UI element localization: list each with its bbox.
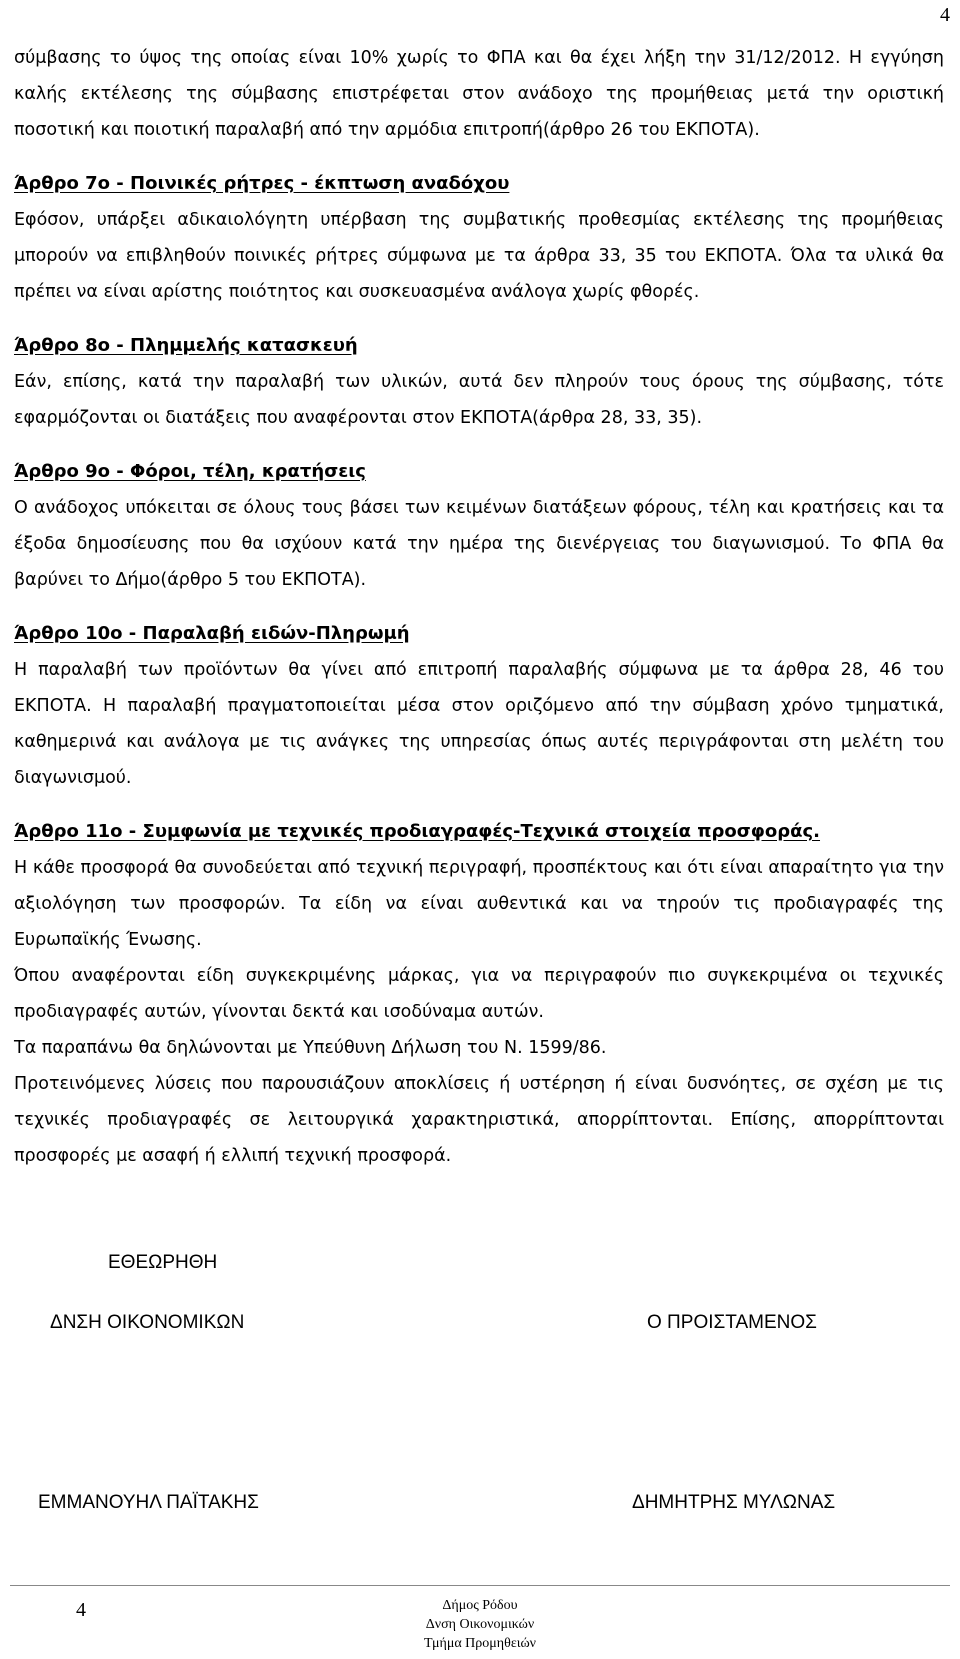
article-heading: Άρθρο 10ο - Παραλαβή ειδών-Πληρωμή — [14, 623, 410, 644]
article-paragraph: Εφόσον, υπάρξει αδικαιολόγητη υπέρβαση της συμβατικής προθεσμίας εκτέλεσης της προμήθειας μπορούν να επιβληθούν ποινικές ρήτρες σύμφωνα με τα άρθρα 33, 35 του ΕΚΠΟΤΑ. Όλα τα υλικά θα πρέπει να είναι αρίστης ποιότητος και συσκευασμένα ανάλογα χωρίς φθορές. — [14, 210, 944, 302]
article-9 — [14, 454, 944, 598]
page-number-top: 4 — [940, 4, 950, 26]
footer-page-number: 4 — [76, 1599, 86, 1621]
article-heading: Άρθρο 11ο - Συμφωνία με τεχνικές προδιαγραφές-Τεχνικά στοιχεία προσφοράς. — [14, 821, 821, 842]
footer-line-2: Δνση Οικονομικών — [425, 1617, 535, 1632]
right-signatory-title: Ο ΠΡΟΙΣΤΑΜΕΝΟΣ — [647, 1312, 817, 1333]
article-paragraph: Προτεινόμενες λύσεις που παρουσιάζουν αποκλίσεις ή υστέρηση ή είναι δυσνόητες, σε σχέση με τις τεχνικές προδιαγραφές σε λειτουργικά χαρακτηριστικά, απορρίπτονται. Επίσης, απορρίπτονται προσφορές με ασαφή ή ελλιπή τεχνική προσφορά. — [14, 1074, 944, 1166]
article-paragraph: Όπου αναφέρονται είδη συγκεκριμένης μάρκας, για να περιγραφούν πιο συγκεκριμένα οι τεχνικές προδιαγραφές αυτών, γίνονται δεκτά και ισοδύναμα αυτών. — [14, 966, 944, 1022]
article-8 — [14, 328, 944, 436]
footer-line-1: Δήμος Ρόδου — [442, 1598, 518, 1613]
article-10 — [14, 616, 944, 796]
article-paragraph: Τα παραπάνω θα δηλώνονται με Υπεύθυνη Δήλωση του Ν. 1599/86. — [14, 1038, 607, 1058]
article-paragraph: Η κάθε προσφορά θα συνοδεύεται από τεχνική περιγραφή, προσπέκτους και ότι είναι απαραίτητο για την αξιολόγηση των προσφορών. Τα είδη να είναι αυθεντικά και να τηρούν τις προδιαγραφές της Ευρωπαϊκής Ένωσης. — [14, 858, 944, 950]
article-7 — [14, 166, 944, 310]
article-paragraph: Ο ανάδοχος υπόκειται σε όλους τους βάσει των κειμένων διατάξεων φόρους, τέλη και κρατήσεις και τα έξοδα δημοσίευσης που θα ισχύουν κατά την ημέρα της διενέργειας του διαγωνισμού. Το ΦΠΑ θα βαρύνει το Δήμο(άρθρο 5 του ΕΚΠΟΤΑ). — [14, 498, 944, 590]
footer-organization — [340, 1596, 620, 1653]
article-heading: Άρθρο 9ο - Φόροι, τέλη, κρατήσεις — [14, 461, 366, 482]
footer-line-3: Τμήμα Προμηθειών — [423, 1636, 537, 1651]
right-signatory-name: ΔΗΜΗΤΡΗΣ ΜΥΛΩΝΑΣ — [632, 1492, 836, 1513]
left-signatory-name: ΕΜΜΑΝΟΥΗΛ ΠΑΪΤΑΚΗΣ — [38, 1492, 259, 1513]
article-paragraph: Η παραλαβή των προϊόντων θα γίνει από επιτροπή παραλαβής σύμφωνα με τα άρθρα 28, 46 του ΕΚΠΟΤΑ. Η παραλαβή πραγματοποιείται μέσα στον οριζόμενο από την σύμβαση χρόνο τμηματικά, καθημερινά και ανάλογα με τις ανάγκες της υπηρεσίας όπως αυτές περιγράφονται στη μελέτη του διαγωνισμού. — [14, 660, 944, 788]
document-body — [14, 40, 944, 1174]
article-11 — [14, 814, 944, 1174]
article-heading: Άρθρο 7ο - Ποινικές ρήτρες - έκπτωση αναδόχου — [14, 173, 510, 194]
intro-paragraph: σύμβασης το ύψος της οποίας είναι 10% χωρίς το ΦΠΑ και θα έχει λήξη την 31/12/2012. Η εγγύηση καλής εκτέλεσης της σύμβασης επιστρέφεται στον ανάδοχο της προμήθειας μετά την οριστική ποσοτική και ποιοτική παραλαβή από την αρμόδια επιτροπή(άρθρο 26 του ΕΚΠΟΤΑ). — [14, 48, 944, 140]
article-paragraph: Εάν, επίσης, κατά την παραλαβή των υλικών, αυτά δεν πληρούν τους όρους της σύμβασης, τότε εφαρμόζονται οι διατάξεις που αναφέρονται στον ΕΚΠΟΤΑ(άρθρα 28, 33, 35). — [14, 372, 944, 428]
article-heading: Άρθρο 8ο - Πλημμελής κατασκευή — [14, 335, 358, 356]
approved-label: ΕΘΕΩΡΗΘΗ — [108, 1252, 218, 1273]
left-signatory-title: ΔΝΣΗ ΟΙΚΟΝΟΜΙΚΩΝ — [50, 1312, 245, 1333]
footer-divider — [10, 1585, 950, 1586]
